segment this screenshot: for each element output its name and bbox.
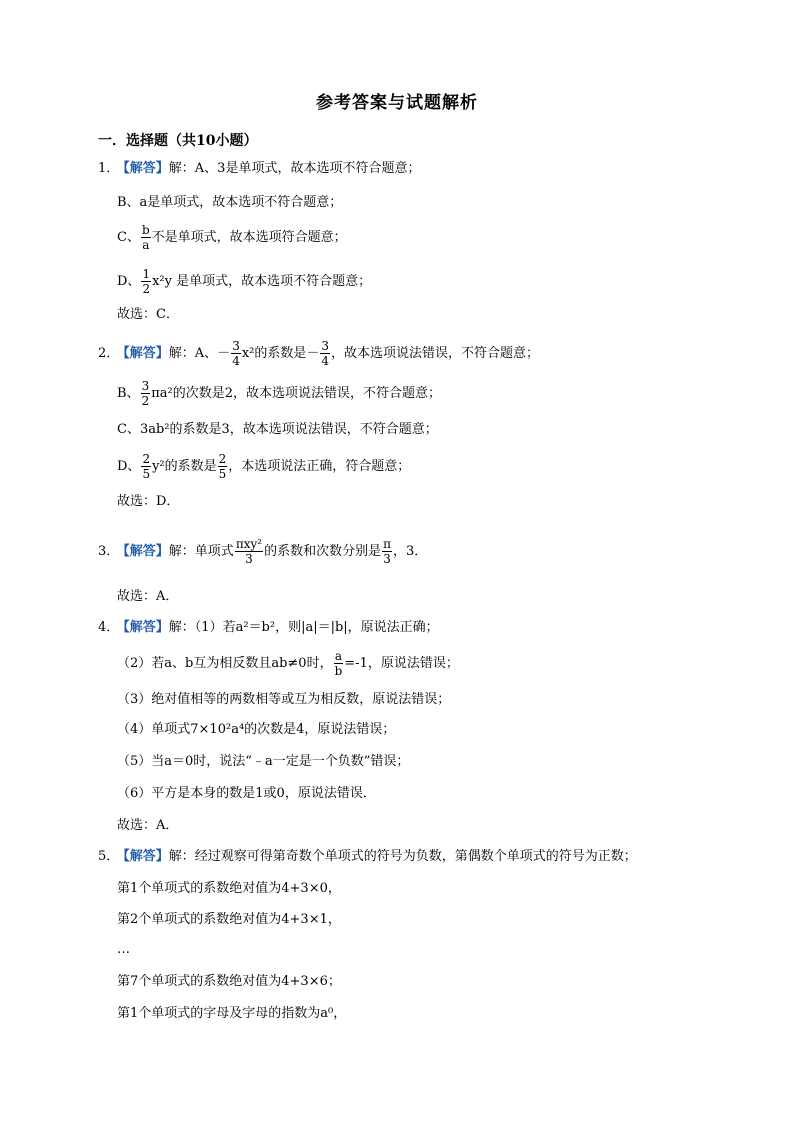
q4-line-5: （5）当a＝0时，说法“﹣a一定是一个负数”错误； (117, 754, 410, 769)
q1-line-2: B、a是单项式，故本选项不符合题意； (117, 195, 343, 210)
q2-line-2: B、 $\frac{3}{2}$ πa²的次数是2，故本选项说法错误，不符合题意； (117, 379, 441, 408)
q4-line-1: 4． 【解答】解：（1）若a²＝b²，则|a|＝|b|，原说法正确； (98, 620, 439, 635)
fraction: $\frac{\text{πxy²}}{3}$ (235, 537, 263, 566)
q1-text-1: 解：A、3是单项式，故本选项不符合题意； (168, 161, 421, 176)
q1-number: 1． (98, 161, 120, 176)
fraction: $\frac{\pi}{3}$ (383, 537, 391, 566)
answer-tag: 【解答】 (123, 849, 169, 864)
fraction: $\frac{2}{5}$ (218, 452, 227, 481)
q1-line-4: D、 $\frac{1}{2}$ x²y 是单项式，故本选项不符合题意； (117, 267, 372, 296)
q2-line-3: C、3ab²的系数是3，故本选项说法错误，不符合题意； (117, 422, 438, 437)
fraction: $\frac{1}{2}$ (142, 267, 151, 296)
q4-line-7: 故选：A． (117, 818, 179, 833)
q5-line-6: 第1个单项式的字母及字母的指数为a⁰， (117, 1006, 347, 1021)
q5-line-4: … (117, 942, 130, 957)
q5-line-5: 第7个单项式的系数绝对值为4+3×6； (117, 974, 341, 989)
q5-line-1: 5． 【解答】解：经过观察可得第奇数个单项式的符号为负数，第偶数个单项式的符号为正数； (98, 849, 637, 864)
q2-line-5: 故选：D． (117, 494, 180, 509)
q2-line-4: D、 $\frac{2}{5}$ y²的系数是 $\frac{2}{5}$ ，本选项说法正确，符合题意； (117, 452, 411, 481)
q1-line-5: 故选：C． (117, 307, 179, 322)
q2-line-1: 2． 【解答】解：A、－ $\frac{3}{4}$ x²的系数是－ $\frac{3}{4}$ ，故本选项说法错误，不符合题意； (98, 339, 540, 368)
fraction: $\frac{3}{2}$ (141, 379, 150, 408)
q1-line-1 (98, 159, 420, 179)
q3-line-1: 3． 【解答】解：单项式 $\frac{\text{πxy²}}{3}$ 的系数和次数分别是 $\frac{\pi}{3}$ ，3． (98, 537, 428, 566)
q3-number: 3． (98, 544, 120, 559)
q4-line-4: （4）单项式7×10²a⁴的次数是4，原说法错误； (117, 722, 396, 737)
fraction: $\frac{a}{b}$ (334, 649, 343, 678)
q4-line-3: （3）绝对值相等的两数相等或互为相反数，原说法错误； (117, 692, 451, 707)
q4-line-2: （2）若a、b互为相反数且ab≠0时， $\frac{a}{b}$ =-1，原说法错误； (117, 649, 459, 678)
q5-line-2: 第1个单项式的系数绝对值为4+3×0， (117, 881, 341, 896)
q5-number: 5． (98, 849, 120, 864)
section-heading: 一．选择题（共10小题） (98, 133, 258, 149)
q4-number: 4． (98, 620, 120, 635)
q2-number: 2． (98, 346, 120, 361)
q1-line-3: C、 $\frac{b}{a}$ 不是单项式，故本选项符合题意； (117, 223, 347, 252)
q3-line-2: 故选：A． (117, 589, 179, 604)
q4-line-6: （6）平方是本身的数是1或0，原说法错误． (117, 786, 376, 801)
fraction: $\frac{3}{4}$ (232, 339, 240, 368)
page-title: 参考答案与试题解析 (316, 93, 478, 113)
fraction: $\frac{3}{4}$ (321, 339, 330, 368)
fraction: $\frac{2}{5}$ (142, 452, 151, 481)
q5-line-3: 第2个单项式的系数绝对值为4+3×1， (117, 912, 341, 927)
answer-tag: 【解答】 (123, 620, 169, 635)
fraction: $\frac{b}{a}$ (141, 223, 150, 252)
answer-tag: 【解答】 (123, 346, 169, 361)
answer-tag: 【解答】 (123, 161, 169, 176)
answer-tag: 【解答】 (123, 544, 169, 559)
